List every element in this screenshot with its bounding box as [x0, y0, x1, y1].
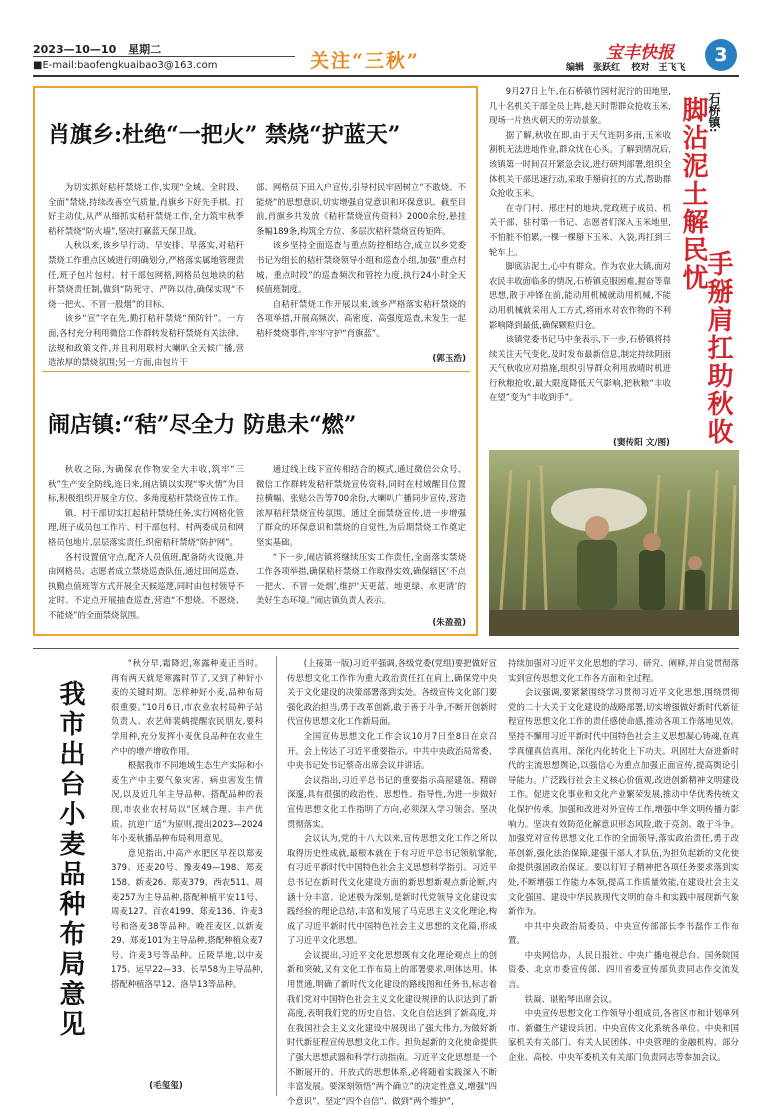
- article5-col1-para: 会议认为,党的十八大以来,宣传思想文化工作之所以取得历史性成就,最根本就在于有习近平总书记领航掌舵,有习近平新时代中国特色社会主义思想科学指引。习近平总书记在新时代文化建设方面的新思想新观点新论断,内涵十分丰富、论述极为深刻,是新时代党领导文化建设实践经验的理论总结,丰富和发展了马克思主义文化理论,构成了习近平新时代中国特色社会主义思想的文化篇,形成了习近平文化思想。: [287, 833, 497, 946]
- article1-col2-para: 该乡坚持全面巡查与重点防控相结合,成立以乡党委书记为组长的秸秆禁烧领导小组和巡查小组,加强“重点村城、重点时段”的巡查频次和管控力度,执行24小时全天候值班制度。: [256, 240, 466, 295]
- mid-rule: [33, 648, 739, 649]
- article3-para: 该镇党委书记马中奎表示,下一步,石桥镇将持续关注天气变化,及时发布最新信息,制定持续阴雨天气秋收应对措施,组织引导群众利用放晴时机进行秋粮抢收,最大限度降低天气影响,把秋粮“丰收在望”变为“丰收到手”。: [489, 334, 671, 403]
- paper-name: 宝丰快报: [606, 43, 674, 63]
- article2-col2-para: 通过线上线下宣传相结合的模式,通过微信公众号、微信工作群转发秸秆禁烧宣传资料,同时在村域醒目位置拉横幅、张贴公告等700余份,大喇叭广播同步宣传,营造浓厚秸秆禁烧宣传氛围。通过全面禁烧宣传,进一步增强了群众的环保意识和禁烧的自觉性,为后期禁烧工作奠定坚实基础。: [256, 464, 466, 547]
- article1-col1: [48, 180, 244, 370]
- article3-body: [489, 84, 671, 405]
- article1-col1-para: 人秋以来,该乡早行动、早安排、早落实,对秸秆禁烧工作重点区域进行明确划分,严格落实属地管理责任,班子包片包村、村干部包网格,网格员包地块的秸秆禁烧责任制,做到“防死守、严阵以待,确保实现“不烧一把火、不冒一股烟”的目标。: [48, 240, 244, 309]
- article4-para: “秋分早,霜降迟,寒露种麦正当时。再有两天就是寒露时节了,又到了种好小麦的关键时期。怎样种好小麦,品种布局很重要。”10月6日,市农业农村局种子站负责人、农艺师裴鹤提醒农民朋友,要科学用种,充分发挥小麦优良品种在农业生产中的增产增收作用。: [111, 658, 263, 756]
- header-rule-bottom: [33, 75, 739, 77]
- editor-label: 编辑: [566, 63, 585, 73]
- column-divider: [276, 656, 277, 1096]
- header-rule-left: [33, 56, 295, 57]
- proof-name: 王飞飞: [658, 63, 686, 73]
- editor-name: 张跃红: [593, 63, 621, 73]
- article4-para: 意见指出,中高产水肥区早茬以郑麦379、还麦20号、豫麦49—198、郑麦158、新麦26、郑麦379、西农511、周麦257为主导品种,搭配种植平安11号、周麦127、百农4199、郑麦136、许麦3号和洛麦38等品种。晚茬麦区,以新麦29、郑麦101为主导品种,搭配种植众麦7号、许麦3号等品种。丘陵旱地,以中麦175、运早22—33、长旱58为主导品种,搭配种植洛旱12、洛旱13等品种。: [111, 847, 263, 990]
- article3-author: (窦传阳 文/图): [613, 438, 670, 448]
- header-email: ■E-mail:baofengkuaibao3@163.com: [33, 60, 218, 71]
- article1-title: 肖旗乡:杜绝“一把火” 禁烧“护蓝天”: [48, 122, 401, 148]
- article5-col2-para: 会议强调,要紧紧围绕学习贯彻习近平文化思想,围绕贯彻党的二十大关于文化建设的战略部署,切实增强做好新时代新征程宣传思想文化工作的责任感使命感,推动各项工作落地见效。坚持不懈用习近平新时代中国特色社会主义思想凝心铸魂,在真学真懂真信真用、深化内化转化上下功夫。巩固壮大奋进新时代的主流思想舆论,以强信心为重点加强正面宣传,提高舆论引导能力。广泛践行社会主义核心价值观,改进创新精神文明建设工作。促进文化事业和文化产业繁荣发展,推动中华优秀传统文化保护传承。加强和改进对外宣传工作,增强中华文明传播力影响力。坚决有效防范化解意识形态风险,敢于亮剑、敢于斗争。加强党对宣传思想文化工作的全面领导,落实政治责任,勇于改革创新,强化法治保障,建强干部人才队伍,为担负起新的文化使命提供强固政治保证。要以钉钉子精神把各项任务要求落到实处,不断增强工作能力本领,提高工作质量效能,在建设社会主义文化强国、建设中华民族现代文明的奋斗和实践中展现新气象新作为。: [508, 687, 739, 917]
- article2-author: (朱盈盈): [432, 618, 466, 628]
- article3-headline-2: 手掰肩扛助秋收: [703, 250, 733, 446]
- article5-col2-para: 持续加强对习近平文化思想的学习、研究、阐释,并自觉贯彻落实到宣传思想文化工作各方面和全过程。: [508, 658, 739, 683]
- article1-author: (郭玉浩): [432, 354, 466, 364]
- article2-col2-para: “下一步,闹店镇将继续压实工作责任,全面落实禁烧工作各项举措,确保秸秆禁烧工作取得实效,确保辖区‘不点一把火、不冒一处烟’,维护‘天更蓝、地更绿、水更清’的美好生态环境。”闹店镇负责人表示。: [256, 551, 466, 606]
- article1-col2-para: 自秸秆禁烧工作开展以来,该乡严格落实秸秆禁烧的各项举措,开展高频次、高密度、高强度巡查,未发生一起秸秆焚烧事件,牢牢守护“肖旗蓝”。: [256, 298, 466, 338]
- article5-col2-para: 中央宣传思想文化工作领导小组成员,各省区市和计划单列市、新疆生产建设兵团、中央宣传文化系统各单位、中央和国家机关有关部门、有关人民团体、中央管理的金融机构、部分企业、高校、中央军委机关有关部门负责同志等参加会议。: [508, 1008, 739, 1063]
- article1-col2-para: 部、网格员下田入户宣传,引导村民牢固树立“不敢烧、不能烧”的思想意识,切实增强自觉意识和环保意识。截至目前,肖旗乡共发放《秸秆禁烧宣传资料》2000余份,悬挂条幅189条,构筑全方位、多层次秸秆禁烧宣传矩阵。: [256, 182, 466, 236]
- article4-body: [111, 656, 263, 992]
- article3-para: 9月27日上午,在石桥镇竹园村泥泞的田地里,几十名机关干部全员上阵,趁天时帮群众抢收玉米,现场一片热火朝天的劳动景象。: [489, 86, 671, 126]
- article2-col2: [256, 462, 466, 608]
- article1-col1-para: 为切实抓好秸秆禁烧工作,实现“全域、全时段、全面”禁烧,持续改善空气质量,肖旗乡下好先手棋、打好主动仗,从严从细抓实秸秆禁烧工作,全力筑牢秋季秸秆禁烧“防火墙”,坚决打赢蓝天保卫战。: [48, 182, 244, 236]
- article1-col1-para: 该乡“宣”字在先,勤打秸秆禁烧“预防针”。一方面,各村充分利用微信工作群转发秸秆禁烧有关法律、法规和政策文件,并且利用联村大喇叭全天候广播,营造浓厚的禁烧氛围;另一方面,由包片干: [48, 313, 244, 368]
- article5-col1-para: (上接第一版)习近平强调,各级党委(党组)要把做好宣传思想文化工作作为重大政治责任扛在肩上,确保党中央关于文化建设的决策部署落到实处。各级宣传文化部门要强化政治担当,勇于改革创新,敢于善于斗争,不断开创新时代宣传思想文化工作新局面。: [287, 658, 497, 727]
- issue-weekday: 星期二: [128, 43, 162, 56]
- article3-kicker: 石桥镇:: [707, 92, 721, 133]
- article4-para: 根据我市不同地域生态生产实际和小麦生产中主要气象灾害、病虫害发生情况,以及近几年主导品种、搭配品种的表现,市农业农村局以“区域合理、丰产优质、抗逆广适”为原则,提出2023—2024年小麦秋播品种布局利用意见。: [111, 760, 263, 844]
- article3-para: 脚底沾泥土,心中有群众。作为农业大镇,面对农民丰收面临多的情况,石桥镇克服困难,握奋等靠思想,散于冲锋在前,能动用机械就动用机械,不能动用机械就采用人工方式,将雨水对农作物的不利影响降到最低,确保颗粒归仓。: [489, 261, 671, 330]
- editor-line: [566, 60, 685, 73]
- article5-col2-para: 中共中央政治局委员、中央宣传部部长李书磊作工作布置。: [508, 920, 739, 946]
- article5-col2: [508, 656, 739, 1065]
- article2-col1-para: 镇、村干部切实扛起秸秆禁烧任务,实行网格化管理,班子成员包工作片、村干部包村、村两委成员和网格员包地片,层层落实责任,织密秸秆禁烧“防护网”。: [48, 507, 244, 547]
- article5-col1-para: 全国宣传思想文化工作会议10月7日至8日在京召开。会上传达了习近平重要指示。中共中央政治局常委、中央书记处书记蔡奇出席会议并讲话。: [287, 730, 497, 771]
- article5-col1-para: 会议指出,习近平总书记的重要指示高屋建瓴、精辟深邃,具有很强的政治性、思想性、指导性,为进一步做好宣传思想文化工作指明了方向,必须深入学习领会、坚决贯彻落实。: [287, 774, 497, 829]
- article5-col2-para: 中央网信办、人民日报社、中央广播电视总台、国务院国资委、北京市委宣传部、四川省委宣传部负责同志作交流发言。: [508, 949, 739, 990]
- article4-headline: 我市出台小麦品种布局意见: [55, 680, 85, 1040]
- photo-soldiers-corn-harvest: [489, 450, 739, 636]
- article3-para: 据了解,秋收在即,由于天气连阴多雨,玉米收割机无法进地作业,群众忧在心头。了解到情况后,该镇第一时间召开紧急会议,进行研判部署,组织全体机关干部迅速行动,采取手掰肩扛的方式,帮助群众抢收玉米。: [489, 129, 671, 199]
- article2-col1-para: 秋收之际,为确保农作物安全大丰收,筑牢“三秋”生产安全防线,连日来,闹店镇以实现“零火情”为目标,积极组织开展全方位、多角度秸秆禁烧宣传工作。: [48, 464, 244, 504]
- article5-col1-para: 会议提出,习近平文化思想既有文化理论观点上的创新和突破,又有文化工作布局上的部署要求,明体达用、体用贯通,明确了新时代文化建设的路线图和任务书,标志着我们党对中国特色社会主义文化建设规律的认识达到了新高度,表明我们党的历史自信、文化自信达到了新高度,并在我国社会主义文化建设中展现出了强大伟力,为做好新时代新征程宣传思想文化工作、担负起新的文化使命提供了强大思想武器和科学行动指南。习近平文化思想是一个不断展开的、开放式的思想体系,必将随着实践深入不断丰富发展。要深刻领悟“两个确立”的决定性意义,增强“四个意识”、坚定“四个自信”、做到“两个维护”,: [287, 949, 497, 1106]
- page-number-badge: [705, 39, 737, 71]
- issue-date: 2023—10—10: [33, 43, 117, 56]
- article2-col1-para: 各村设置值守点,配齐人员值班,配备防火设施,并由网格员、志愿者成立禁烧巡查队伍,通过田间巡查、执勤点值班等方式开展全天候巡逻,同时由包村领导不定时、不定点开展抽查巡查,营造“不想烧、不愿烧、不能烧”的全面禁烧氛围。: [48, 551, 244, 620]
- proof-label: 校对: [631, 63, 650, 73]
- photo-illustration-icon: [489, 450, 739, 636]
- article3-headline-1: 脚沾泥土解民忧: [678, 96, 708, 292]
- article2-title: 闹店镇:“秸”尽全力 防患未“燃”: [48, 412, 357, 438]
- article5-col1: [287, 656, 497, 1108]
- header-date: [33, 41, 161, 57]
- article1-col2: [256, 180, 466, 341]
- article3-para: 在寺门村、邢庄村的地块,党政班子成员、机关干部、驻村第一书记、志愿者们深入玉米地里,不怕脏不怕累,一棵一棵掰下玉米、入袋,再扛到三轮车上。: [489, 202, 671, 257]
- article-divider: [42, 371, 470, 372]
- article5-col2-para: 铁凝、谌贻琴出席会议。: [524, 993, 617, 1004]
- article4-author: (毛玺玺): [149, 1081, 183, 1091]
- article2-col1: [48, 462, 244, 623]
- page-number: 3: [714, 44, 728, 66]
- section-banner: 关注“三秋”: [310, 50, 420, 72]
